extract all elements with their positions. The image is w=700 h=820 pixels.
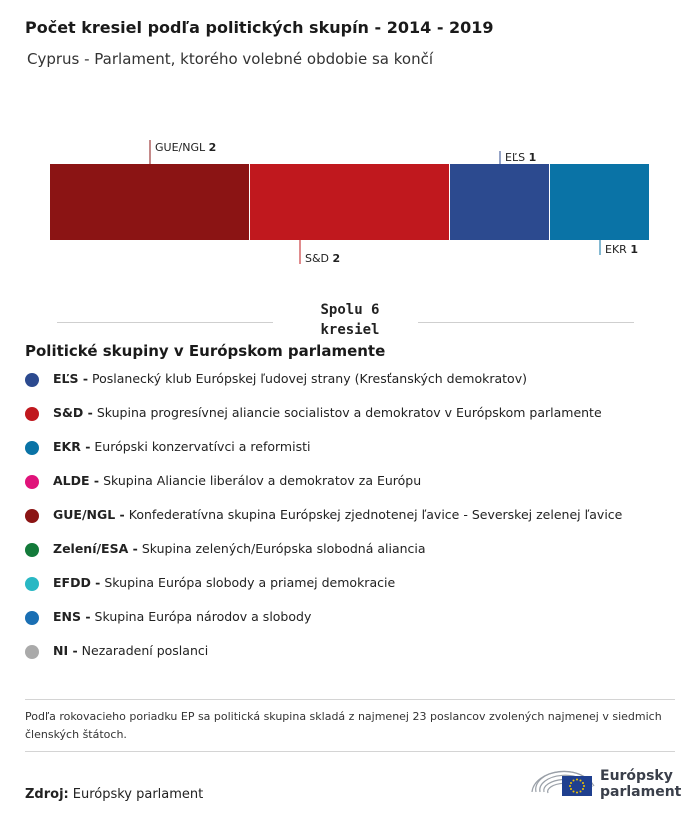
legend-item — [25, 439, 622, 473]
legend-dot-icon — [25, 475, 39, 489]
legend-abbr: EKR - — [53, 439, 91, 454]
separator — [25, 751, 675, 752]
segment-name: EĽS — [505, 151, 529, 164]
legend-dot-icon — [25, 543, 39, 557]
legend-text: Nezaradení poslanci — [81, 643, 209, 658]
legend-item — [25, 541, 622, 575]
legend-abbr: Zelení/ESA - — [53, 541, 138, 556]
legend-dot-icon — [25, 407, 39, 421]
total-line-1: Spolu 6 — [320, 302, 380, 318]
segment-label — [305, 252, 340, 265]
legend-text: Skupina progresívnej aliancie socialistov a demokratov v Európskom parlamente — [96, 405, 602, 420]
legend-text: Konfederatívna skupina Európskej zjednotenej ľavice - Severskej zelenej ľavice — [128, 507, 623, 522]
legend-text: Skupina Aliancie liberálov a demokratov za Európu — [103, 473, 422, 488]
footnote: Podľa rokovacieho poriadku EP sa politická skupina skladá z najmenej 23 poslancov zvolených najmenej v siedmich členských štátoch. — [25, 710, 662, 741]
logo-text — [600, 768, 681, 800]
bar-segment — [50, 164, 249, 240]
legend-text: Európski konzervatívci a reformisti — [94, 439, 311, 454]
legend-text: Skupina Európa slobody a priamej demokracie — [104, 575, 396, 590]
chart-subtitle: Cyprus - Parlament, ktorého volebné obdobie sa končí — [27, 50, 434, 68]
legend-item — [25, 405, 622, 439]
legend-dot-icon — [25, 441, 39, 455]
legend-item — [25, 575, 622, 609]
source-label: Zdroj: — [25, 787, 69, 802]
legend-dot-icon — [25, 577, 39, 591]
legend-item — [25, 371, 622, 405]
segment-label — [155, 141, 216, 154]
chart-title: Počet kresiel podľa politických skupín - 2014 - 2019 — [25, 18, 494, 37]
legend-abbr: ALDE - — [53, 473, 100, 488]
divider-left — [57, 322, 273, 323]
legend-abbr: NI - — [53, 643, 78, 658]
segment-label — [605, 243, 638, 256]
legend-item — [25, 609, 622, 643]
segment-value: 2 — [208, 141, 217, 154]
bar-segment — [550, 164, 649, 240]
legend-text: Skupina Európa národov a slobody — [94, 609, 312, 624]
legend-title: Politické skupiny v Európskom parlamente — [25, 342, 386, 360]
logo-line-2: parlament — [600, 784, 682, 800]
legend-abbr: EFDD - — [53, 575, 101, 590]
logo-line-1: Európsky — [600, 768, 673, 784]
segment-name: S&D — [305, 252, 333, 265]
legend-list — [25, 371, 622, 677]
source — [25, 787, 203, 802]
separator — [25, 699, 675, 700]
segment-name: EKR — [605, 243, 631, 256]
legend-dot-icon — [25, 645, 39, 659]
segment-name: GUE/NGL — [155, 141, 209, 154]
total-seats — [0, 300, 700, 340]
bar-segment — [450, 164, 549, 240]
segment-value: 1 — [528, 151, 537, 164]
segment-value: 1 — [630, 243, 638, 256]
legend-abbr: S&D - — [53, 405, 93, 420]
legend-dot-icon — [25, 509, 39, 523]
segment-label — [505, 151, 536, 164]
source-value: Európsky parlament — [72, 787, 204, 802]
legend-text: Skupina zelených/Európska slobodná aliancia — [141, 541, 426, 556]
legend-item — [25, 507, 622, 541]
seat-bar-chart — [0, 130, 700, 270]
total-line-2: kresiel — [320, 322, 380, 338]
legend-text: Poslanecký klub Európskej ľudovej strany (Kresťanských demokratov) — [92, 371, 527, 386]
bar-segment — [250, 164, 449, 240]
segment-value: 2 — [332, 252, 341, 265]
legend-dot-icon — [25, 611, 39, 625]
legend-item — [25, 473, 622, 507]
legend-dot-icon — [25, 373, 39, 387]
legend-abbr: ENS - — [53, 609, 91, 624]
legend-item — [25, 643, 622, 677]
legend-abbr: EĽS - — [53, 371, 89, 386]
divider-right — [418, 322, 634, 323]
legend-abbr: GUE/NGL - — [53, 507, 125, 522]
